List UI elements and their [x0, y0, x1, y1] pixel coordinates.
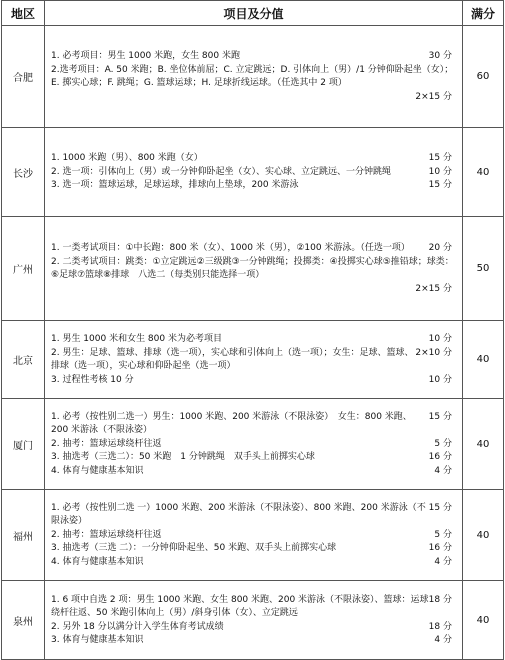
score-cell: 40: [463, 321, 504, 399]
header-region: 地区: [2, 1, 45, 26]
exam-table: [1, 0, 504, 660]
item-value: 5 分: [434, 438, 452, 449]
score-cell: 40: [463, 399, 504, 490]
item-text: 2. 二类考试项目：跳类：①立定跳远②三级跳③一分钟跳绳；投掷类：④投掷实心球⑤推铅球；球类：⑥足球⑦篮球⑧排球 八选二（每类别只能选择一项）: [51, 256, 454, 280]
item-value: 15 分: [428, 153, 452, 164]
item-text: 3. 体育与健康基本知识: [51, 635, 144, 645]
item-text: 3. 抽选考（三选二）：50 米跑 1 分钟跳绳 双手头上前掷实心球: [51, 452, 315, 463]
region-cell: 合肥: [2, 26, 45, 128]
item-line: [51, 438, 458, 452]
items-cell: [45, 581, 463, 660]
item-line: [51, 166, 458, 180]
items-cell: [45, 399, 463, 490]
item-text: 2.选考项目：A. 50 米跑；B. 坐位体前屈；C. 立定跳远；D. 引体向上（男）/1 分钟仰卧起坐（女）；E. 掷实心球；F. 跳绳；G. 篮球运球；H. 足球折线运球。（任选其中 2 项）: [51, 64, 454, 88]
item-value: 30 分: [428, 51, 452, 61]
items-cell: [45, 217, 463, 321]
table-row: [2, 399, 504, 490]
table-row: [2, 581, 504, 660]
region-cell: 北京: [2, 321, 45, 399]
item-value: 10 分: [428, 166, 452, 177]
header-row: [2, 1, 504, 26]
item-line: [51, 91, 458, 105]
score-cell: 40: [463, 581, 504, 660]
table-row: [2, 128, 504, 217]
item-line: [51, 242, 458, 256]
item-text: 1. 1000 米跑（男）、800 米跑（女）: [51, 153, 203, 164]
header-score: 满分: [463, 1, 504, 26]
item-text: 1. 必考（按性别二选 一）1000 米跑、200 米游泳（不限泳姿）、800 米跑、200 米游泳（不限泳姿）: [51, 502, 426, 527]
item-line: [51, 465, 458, 479]
item-line: [51, 411, 458, 438]
table-row: [2, 217, 504, 321]
region-cell: 广州: [2, 217, 45, 321]
region-cell: 福州: [2, 490, 45, 581]
table-body: [2, 26, 504, 660]
item-value: 18 分: [428, 594, 452, 605]
item-text: 1. 必考项目：男生 1000 米跑，女生 800 米跑: [51, 51, 240, 61]
item-value: 4 分: [434, 465, 452, 476]
item-line: [51, 451, 458, 465]
item-value: 16 分: [428, 452, 452, 463]
item-line: [51, 529, 458, 543]
item-text: 1. 6 项中自选 2 项：男生 1000 米跑、女生 800 米跑、200 米游泳（不限泳姿）、篮球：运球绕杆往返、50 米跑引体向上（男）/斜身引体（女）、立定跳远: [51, 594, 429, 618]
item-value: 4 分: [434, 556, 452, 567]
item-value: 15 分: [428, 502, 452, 513]
table-row: [2, 26, 504, 128]
item-value: 18 分: [428, 621, 452, 632]
item-line: [51, 542, 458, 556]
items-cell: [45, 26, 463, 128]
region-cell: 长沙: [2, 128, 45, 217]
table-row: [2, 321, 504, 399]
region-cell: 泉州: [2, 581, 45, 660]
item-text: 3. 过程性考核 10 分: [51, 374, 134, 385]
item-value: 2×10 分: [415, 347, 452, 358]
item-value: 15 分: [428, 180, 452, 191]
item-line: [51, 374, 458, 388]
score-cell: 60: [463, 26, 504, 128]
item-text: 2. 抽考：篮球运球绕杆往返: [51, 529, 162, 540]
item-text: 2. 抽考：篮球运球绕杆往返: [51, 438, 162, 449]
item-text: 1. 一类考试项目：①中长跑：800 米（女）、1000 米（男），②100 米游泳。（任选一项）: [51, 243, 410, 253]
item-text: 1. 男生 1000 米和女生 800 米为必考项目: [51, 334, 222, 344]
score-cell: 40: [463, 128, 504, 217]
item-line: [51, 333, 458, 347]
items-cell: [45, 128, 463, 217]
item-text: 3. 抽选考（三选 二）：一分钟仰卧起坐、50 米跑、双手头上前掷实心球: [51, 543, 337, 554]
items-cell: [45, 321, 463, 399]
item-line: [51, 621, 458, 635]
item-line: [51, 256, 458, 283]
item-line: [51, 556, 458, 570]
item-value: 10 分: [428, 334, 452, 344]
region-cell: 厦门: [2, 399, 45, 490]
header-items: 项目及分值: [45, 1, 463, 26]
table-row: [2, 490, 504, 581]
item-value: 16 分: [428, 543, 452, 554]
item-text: 3. 选一项：篮球运球，足球运球，排球向上垫球，200 米游泳: [51, 180, 299, 191]
item-value: 4 分: [434, 635, 452, 645]
items-cell: [45, 490, 463, 581]
item-line: [51, 594, 458, 621]
item-line: [51, 347, 458, 374]
item-line: [51, 50, 458, 64]
item-text: 1. 必考（按性别二选一）男生：1000 米跑、200 米游泳（不限泳姿） 女生：800 米跑、200 米游泳（不限泳姿）: [51, 411, 412, 436]
item-line: [51, 283, 458, 297]
item-value: 10 分: [428, 374, 452, 385]
item-line: [51, 634, 458, 648]
item-value: 15 分: [428, 411, 452, 422]
item-text: 2. 另外 18 分以满分计入学生体育考试成绩: [51, 621, 224, 632]
item-line: [51, 502, 458, 529]
item-text: 4. 体育与健康基本知识: [51, 465, 144, 476]
item-value: 20 分: [428, 243, 452, 253]
score-cell: 50: [463, 217, 504, 321]
item-value: 2×15 分: [415, 283, 452, 294]
score-cell: 40: [463, 490, 504, 581]
item-text: 4. 体育与健康基本知识: [51, 556, 144, 567]
item-text: 2. 男生：足球、篮球、排球（选一项），实心球和引体向上（选一项）；女生：足球、篮球、排球（选一项），实心球和仰卧起坐（选一项）: [51, 347, 414, 371]
item-line: [51, 179, 458, 193]
item-line: [51, 152, 458, 166]
item-value: 5 分: [434, 529, 452, 540]
item-line: [51, 64, 458, 91]
item-text: 2. 选一项：引体向上（男）或一分钟仰卧起坐（女）、实心球、立定跳远、一分钟跳绳: [51, 166, 391, 177]
item-value: 2×15 分: [415, 91, 452, 102]
